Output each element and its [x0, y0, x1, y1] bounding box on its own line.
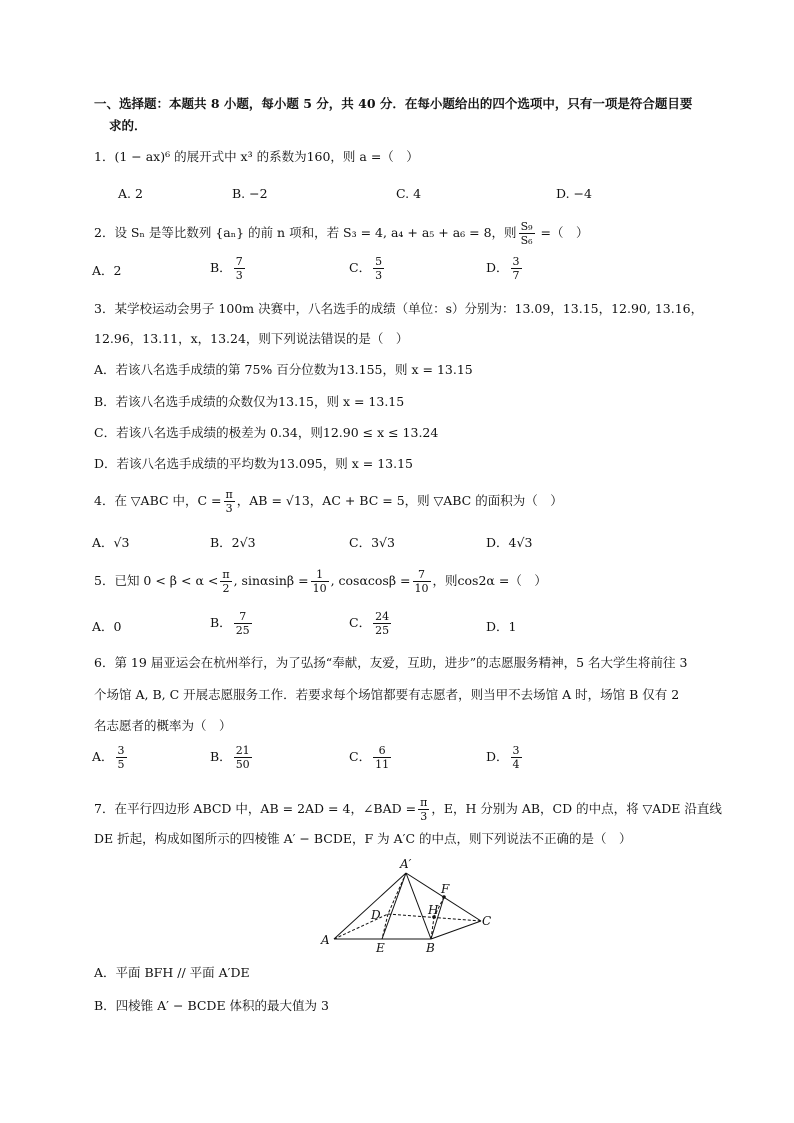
question-7-line2: DE 折起，构成如图所示的四棱锥 A′ − BCDE，F 为 A′C 的中点，则下列说法不正确的是（ ） — [94, 831, 632, 846]
q1-option-c: C. 4 — [396, 186, 422, 201]
label-H: H — [428, 903, 439, 917]
q6-option-a: A． $\frac{3}{5}$ — [92, 744, 125, 771]
q5-option-a: A．0 — [92, 619, 122, 634]
question-7-line1: 7．在平行四边形 ABCD 中，AB = 2AD = 4，∠BAD = $\frac{\pi}{3}$ ，E，H 分别为 AB，CD 的中点，将 ▽ADE 沿直线 — [94, 796, 722, 823]
section-heading-cont: 求的． — [109, 118, 147, 133]
q1-option-a: A. 2 — [118, 186, 143, 201]
section-heading: 一、选择题：本题共 8 小题，每小题 5 分，共 40 分．在每小题给出的四个选项中，只有一项是符合题目要 — [94, 96, 693, 111]
question-6-line2: 个场馆 A, B, C 开展志愿服务工作．若要求每个场馆都要有志愿者，则当甲不去场馆 A 时，场馆 B 仅有 2 — [94, 687, 680, 702]
q6-option-c: C． $\frac{6}{11}$ — [349, 744, 390, 771]
q2-frac-num: S₉ — [520, 220, 533, 233]
q5-option-b: B． $\frac{7}{25}$ — [210, 610, 250, 637]
question-6-line1: 6．第 19 届亚运会在杭州举行，为了弘扬“奉献，友爱，互助，进步”的志愿服务精神，5 名大学生将前往 3 — [94, 655, 688, 670]
question-3-line2: 12.96，13.11，x，13.24，则下列说法错误的是（ ） — [94, 331, 409, 346]
q5-option-c: C． $\frac{24}{25}$ — [349, 610, 390, 637]
q3-option-b: B．若该八名选手成绩的众数仅为13.15，则 x = 13.15 — [94, 394, 405, 409]
question-5: 5．已知 0 < β < α < $\frac{\pi}{2}$ , sinαsinβ = $\frac{1}{10}$ , cosαcosβ = $\frac{7}{10}$ ，则cos2α =（ ） — [94, 568, 547, 595]
question-1: 1．(1 − ax)⁶ 的展开式中 x³ 的系数为160，则 a =（ ） — [94, 149, 419, 164]
question-4: 4．在 ▽ABC 中，C = $\frac{\pi}{3}$ ，AB = √13，AC + BC = 5，则 ▽ABC 的面积为（ ） — [94, 488, 563, 515]
label-A: A — [321, 933, 330, 947]
edge-ApA — [334, 873, 406, 939]
q2-option-d: D． $\frac{3}{7}$ — [486, 255, 520, 282]
q1-option-d: D. −4 — [556, 186, 592, 201]
q4-option-d: D．4√3 — [486, 535, 533, 550]
q4-option-b: B．2√3 — [210, 535, 256, 550]
q2-option-c: C． $\frac{5}{3}$ — [349, 255, 383, 282]
q2-option-b: B． $\frac{7}{3}$ — [210, 255, 243, 282]
q2-frac-den: S₆ — [520, 234, 533, 247]
edge-ApE — [382, 873, 406, 939]
q7-option-a: A．平面 BFH // 平面 A′DE — [94, 965, 250, 980]
pyramid-figure — [316, 855, 496, 955]
q3-option-d: D．若该八名选手成绩的平均数为13.095，则 x = 13.15 — [94, 456, 413, 471]
edge-BC — [431, 921, 481, 939]
question-2 — [94, 220, 588, 247]
question-6-line3: 名志愿者的概率为（ ） — [94, 718, 232, 733]
q6-option-d: D． $\frac{3}{4}$ — [486, 744, 520, 771]
q2-text-pre: 2．设 Sₙ 是等比数列 {aₙ} 的前 n 项和，若 S₃ = 4, a₄ + a₅ + a₆ = 8，则 — [94, 225, 517, 240]
question-3-line1: 3．某学校运动会男子 100m 决赛中，八名选手的成绩（单位：s）分别为：13.09，13.15，12.90, 13.16， — [94, 301, 704, 316]
q3-option-a: A．若该八名选手成绩的第 75% 百分位数为13.155，则 x = 13.15 — [94, 362, 473, 377]
q3-option-c: C．若该八名选手成绩的极差为 0.34，则12.90 ≤ x ≤ 13.24 — [94, 425, 439, 440]
q2-text-post: =（ ） — [536, 225, 589, 240]
label-B: B — [426, 941, 435, 955]
q5-option-d: D．1 — [486, 619, 517, 634]
q2-option-a: A．2 — [92, 263, 122, 278]
label-F: F — [441, 882, 450, 896]
q1-option-b: B. −2 — [232, 186, 268, 201]
label-E: E — [376, 941, 385, 955]
q6-option-b: B． $\frac{21}{50}$ — [210, 744, 250, 771]
label-Ap: A′ — [400, 857, 412, 871]
q4-fraction: $\frac{\pi}{3}$ — [225, 488, 233, 515]
q4-option-a: A．√3 — [92, 535, 130, 550]
label-C: C — [482, 914, 492, 928]
label-D: D — [371, 908, 381, 922]
q7-option-b: B．四棱锥 A′ − BCDE 体积的最大值为 3 — [94, 998, 329, 1013]
q4-option-c: C．3√3 — [349, 535, 395, 550]
q2-fraction — [519, 220, 535, 247]
